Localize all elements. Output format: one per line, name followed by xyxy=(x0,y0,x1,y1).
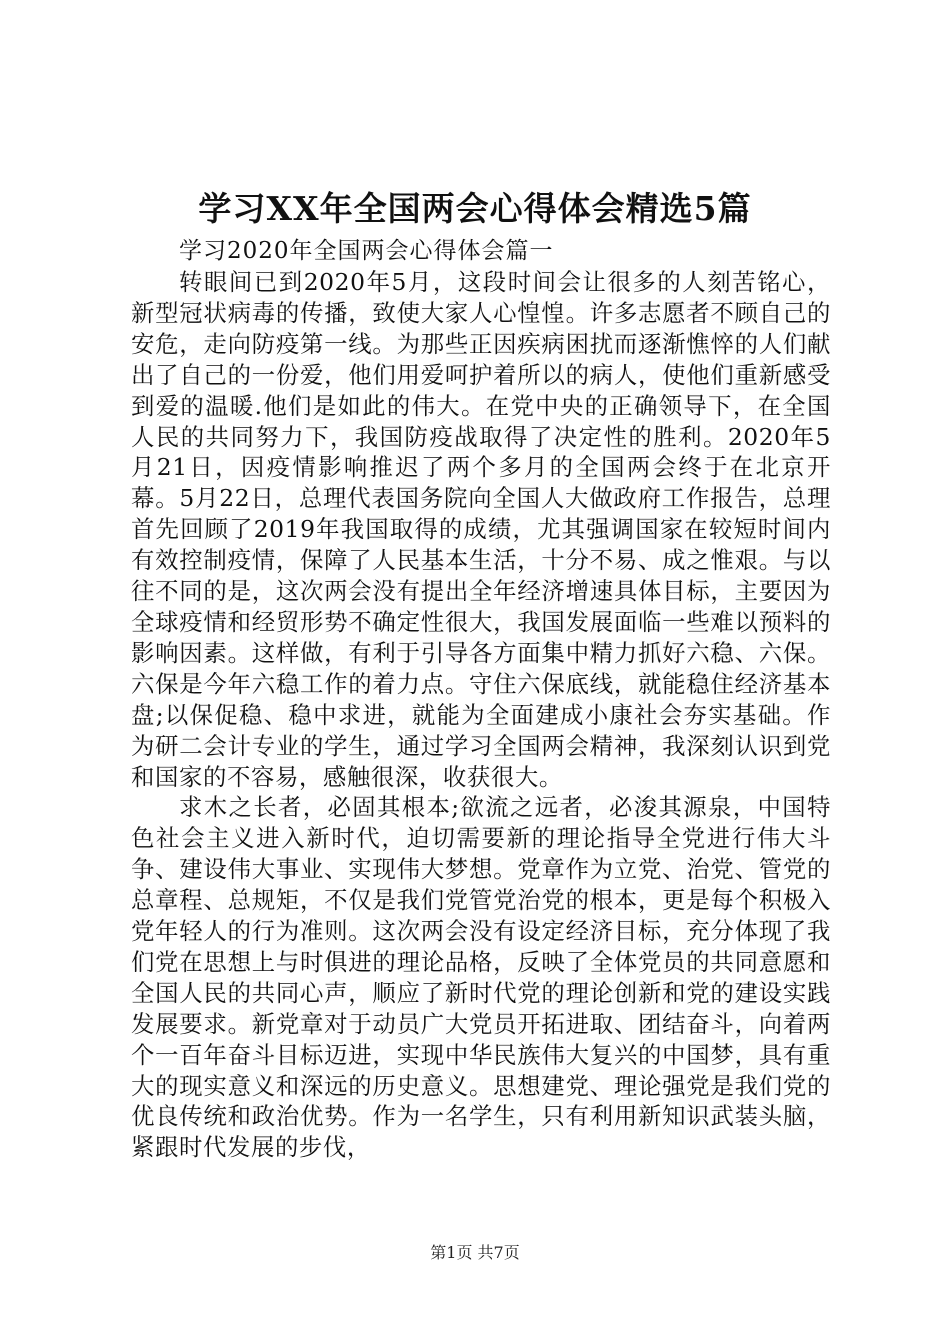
document-title: 学习XX年全国两会心得体会精选5篇 xyxy=(198,189,752,228)
document-body xyxy=(131,236,831,1163)
paragraph-2: 求木之长者，必固其根本;欲流之远者，必浚其源泉，中国特色社会主义进入新时代，迫切需要新的理论指导全党进行伟大斗争、建设伟大事业、实现伟大梦想。党章作为立党、治党、管党的总章程、总规矩，不仅是我们党管党治党的根本，更是每个积极入党年轻人的行为准则。这次两会没有设定经济目标，充分体现了我们党在思想上与时俱进的理论品格，反映了全体党员的共同意愿和全国人民的共同心声，顺应了新时代党的理论创新和党的建设实践发展要求。新党章对于动员广大党员开拓进取、团结奋斗，向着两个一百年奋斗目标迈进，实现中华民族伟大复兴的中国梦，具有重大的现实意义和深远的历史意义。思想建党、理论强党是我们党的优良传统和政治优势。作为一名学生，只有利用新知识武装头脑，紧跟时代发展的步伐， xyxy=(131,793,831,1162)
page-footer: 第1页 共7页 xyxy=(430,1243,520,1262)
section-title: 学习2020年全国两会心得体会篇一 xyxy=(179,238,554,264)
paragraph-1: 转眼间已到2020年5月，这段时间会让很多的人刻苦铭心，新型冠状病毒的传播，致使大家人心惶惶。许多志愿者不顾自己的安危，走向防疫第一线。为那些正因疾病困扰而逐渐憔悴的人们献出了自己的一份爱，他们用爱呵护着所以的病人，使他们重新感受到爱的温暖.他们是如此的伟大。在党中央的正确领导下，在全国人民的共同努力下，我国防疫战取得了决定性的胜利。2020年5月21日，因疫情影响推迟了两个多月的全国两会终于在北京开幕。5月22日，总理代表国务院向全国人大做政府工作报告，总理首先回顾了2019年我国取得的成绩，尤其强调国家在较短时间内有效控制疫情，保障了人民基本生活，十分不易、成之惟艰。与以往不同的是，这次两会没有提出全年经济增速具体目标，主要因为全球疫情和经贸形势不确定性很大，我国发展面临一些难以预料的影响因素。这样做，有利于引导各方面集中精力抓好六稳、六保。六保是今年六稳工作的着力点。守住六保底线，就能稳住经济基本盘;以保促稳、稳中求进，就能为全面建成小康社会夯实基础。作为研二会计专业的学生，通过学习全国两会精神，我深刻认识到党和国家的不容易，感触很深，收获很大。 xyxy=(131,268,831,791)
